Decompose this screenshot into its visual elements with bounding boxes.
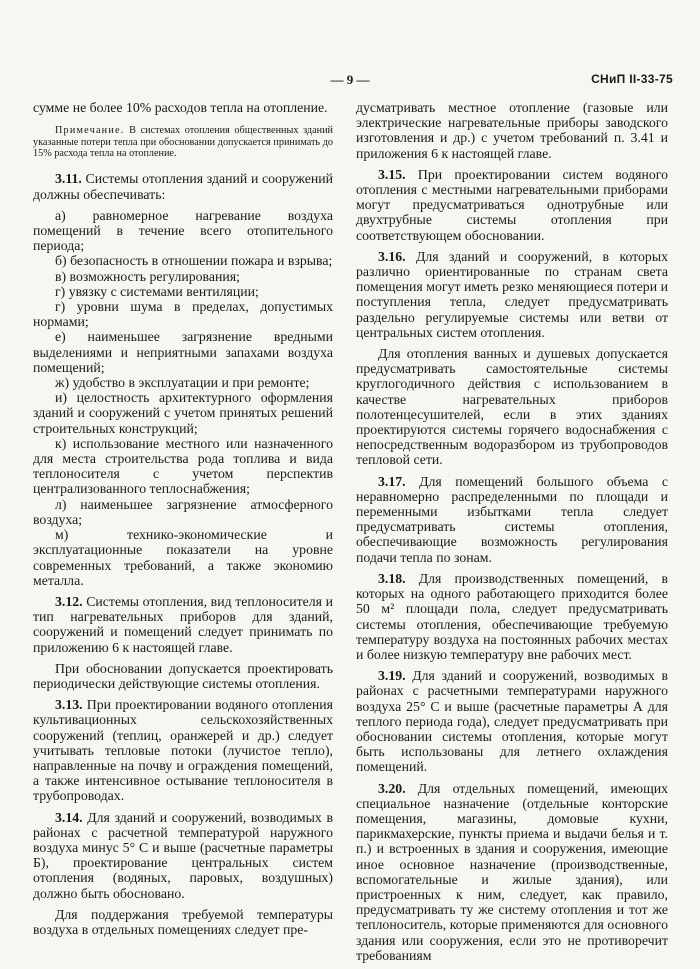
section-3-18 — [356, 571, 668, 662]
list-item: г) уровни шума в пределах, допустимых нормами; — [33, 299, 333, 330]
section-3-12 — [33, 594, 333, 655]
section-number: 3.17. — [378, 473, 406, 489]
section-text: Для зданий и сооружений, в которых различно ориентированные по странам света помещения могут иметь резко меняющиеся потери и поступления тепла, следует предусматривать раздельно регулируемые системы или ветви от центральных систем отопления. — [356, 248, 668, 340]
section-3-15 — [356, 167, 668, 243]
section-number: 3.13. — [55, 697, 83, 713]
paragraph-continuation: дусматривать местное отопление (газовые или электрические нагревательные приборы заводского изготовления и др.) с учетом требований п. 3.41 и приложения 6 к настоящей главе. — [356, 100, 668, 161]
list-item: б) безопасность в отношении пожара и взрыва; — [55, 253, 333, 269]
section-3-16 — [356, 249, 668, 340]
section-text: Для производственных помещений, в которых на одного работающего приходится более 50 м² площади пола, следует предусматривать системы отопления, обеспечивающие требуемую температуру воздуха на постоянных рабочих местах и более низкую температуру вне рабочих мест. — [356, 570, 668, 662]
section-text: Системы отопления, вид теплоносителя и тип нагревательных приборов для зданий, сооружений и помещений следует принимать по приложению 6 к настоящей главе. — [33, 593, 334, 655]
list-item: в) возможность регулирования; — [55, 268, 240, 284]
section-text: При проектировании систем водяного отопления с местными нагревательными приборами могут предусматриваться однотрубные или двухтрубные системы отопления при соответствующем обосновании. — [356, 166, 668, 243]
paragraph-podderzhanie: Для поддержания требуемой температуры воздуха в отдельных помещениях следует пре- — [33, 906, 333, 937]
list-item: к) использование местного или назначенного для места строительства рода топлива и вида теплоносителя с учетом перспектив централизованного теплоснабжения; — [33, 435, 333, 497]
note-text: В системах отопления общественных зданий указанные потери тепла при обосновании допускается принимать до 15% расхода тепла на отопление. — [33, 125, 333, 160]
section-number: 3.20. — [378, 780, 406, 796]
paragraph-vannye: Для отопления ванных и душевых допускается предусматривать самостоятельные системы круглогодичного действия с использованием в качестве нагревательных приборов полотенцесушителей, если в этих зданиях проектируются системы горячего водоснабжения с непосредственным водоразбором из трубопроводов тепловой сети. — [356, 346, 668, 468]
section-text: Для зданий и сооружений, возводимых в районах с расчетными температурами наружного воздуха 25° С и выше (расчетные параметры А для теплого периода года), следует предусматривать при обосновании системы отопления, которые могут быть использованы для летнего охлаждения помещений. — [356, 668, 669, 775]
section-3-14 — [33, 810, 333, 901]
section-number: 3.14. — [55, 809, 83, 825]
left-column — [33, 100, 333, 943]
note-block — [33, 125, 333, 159]
section-3-11 — [33, 171, 333, 201]
document-code: СНиП II-33-75 — [591, 72, 673, 86]
section-3-17 — [356, 474, 668, 565]
list-item: а) равномерное нагревание воздуха помещений в течение всего отопительного периода; — [33, 207, 333, 254]
page-header — [0, 72, 700, 94]
list-item: ж) удобство в эксплуатации и при ремонте; — [55, 375, 310, 391]
section-text: Системы отопления зданий и сооружений должны обеспечивать: — [33, 171, 334, 202]
section-3-20 — [356, 781, 668, 963]
section-number: 3.18. — [378, 570, 406, 586]
section-number: 3.19. — [378, 668, 406, 684]
requirements-list — [33, 208, 333, 588]
page-number: — 9 — — [330, 72, 370, 87]
section-text: Для зданий и сооружений, возводимых в районах с расчетной температурой наружного воздуха минус 5° С и выше (расчетные параметры Б), проектирование центральных систем отопления (водяных, паровых, воздушных) должно быть обосновано. — [33, 809, 334, 901]
paragraph-obosnovanie: При обосновании допускается проектировать периодически действующие системы отопления. — [33, 660, 333, 691]
section-number: 3.11. — [55, 171, 82, 187]
section-text: Для помещений большого объема с неравномерно распределенными по площади и переменными избытками тепла следует предусматривать системы отопления, обеспечивающие возможность регулирования подачи тепла по зонам. — [356, 473, 669, 565]
section-3-13 — [33, 697, 333, 803]
list-item: и) целостность архитектурного оформления зданий и сооружений с учетом принятых решений строительных конструкций; — [33, 390, 333, 436]
section-number: 3.15. — [378, 166, 406, 182]
list-item: л) наименьшее загрязнение атмосферного воздуха; — [33, 496, 333, 527]
paragraph-continuation: сумме не более 10% расходов тепла на отопление. — [33, 100, 328, 115]
right-column — [356, 100, 668, 969]
list-item: г) увязку с системами вентиляции; — [55, 283, 259, 299]
section-text: При проектировании водяного отопления культивационных сельскохозяйственных сооружений (теплиц, оранжерей и др.) следует учитывать тепловые потоки (лучистое тепло), направленные на почву и ограждения помещений, а также интенсивное остывание теплоносителя в трубопроводах. — [33, 697, 334, 804]
note-label: Примечание. — [55, 125, 125, 137]
section-number: 3.16. — [378, 248, 406, 264]
section-number: 3.12. — [55, 593, 83, 609]
section-text: Для отдельных помещений, имеющих специальное назначение (отдельные конторские помещения, магазины, домовые кухни, парикмахерские, пункты приема и выдачи белья и т. п.) и встроенных в здания и сооружения, имеющие иное основное назначение (производственные, вспомогательные и жилые здания), или пристроенных к ним, следует, как правило, предусматривать ту же систему отопления и тот же теплоноситель, которые применяются для основного здания или сооружения, если это не противоречит требованиям — [356, 780, 668, 963]
section-3-19 — [356, 668, 668, 774]
list-item: м) технико-экономические и эксплуатационные показатели на уровне современных требований, а также экономию металла. — [33, 527, 333, 588]
list-item: е) наименьшее загрязнение вредными выделениями и неприятными запахами воздуха помещений; — [33, 329, 333, 375]
